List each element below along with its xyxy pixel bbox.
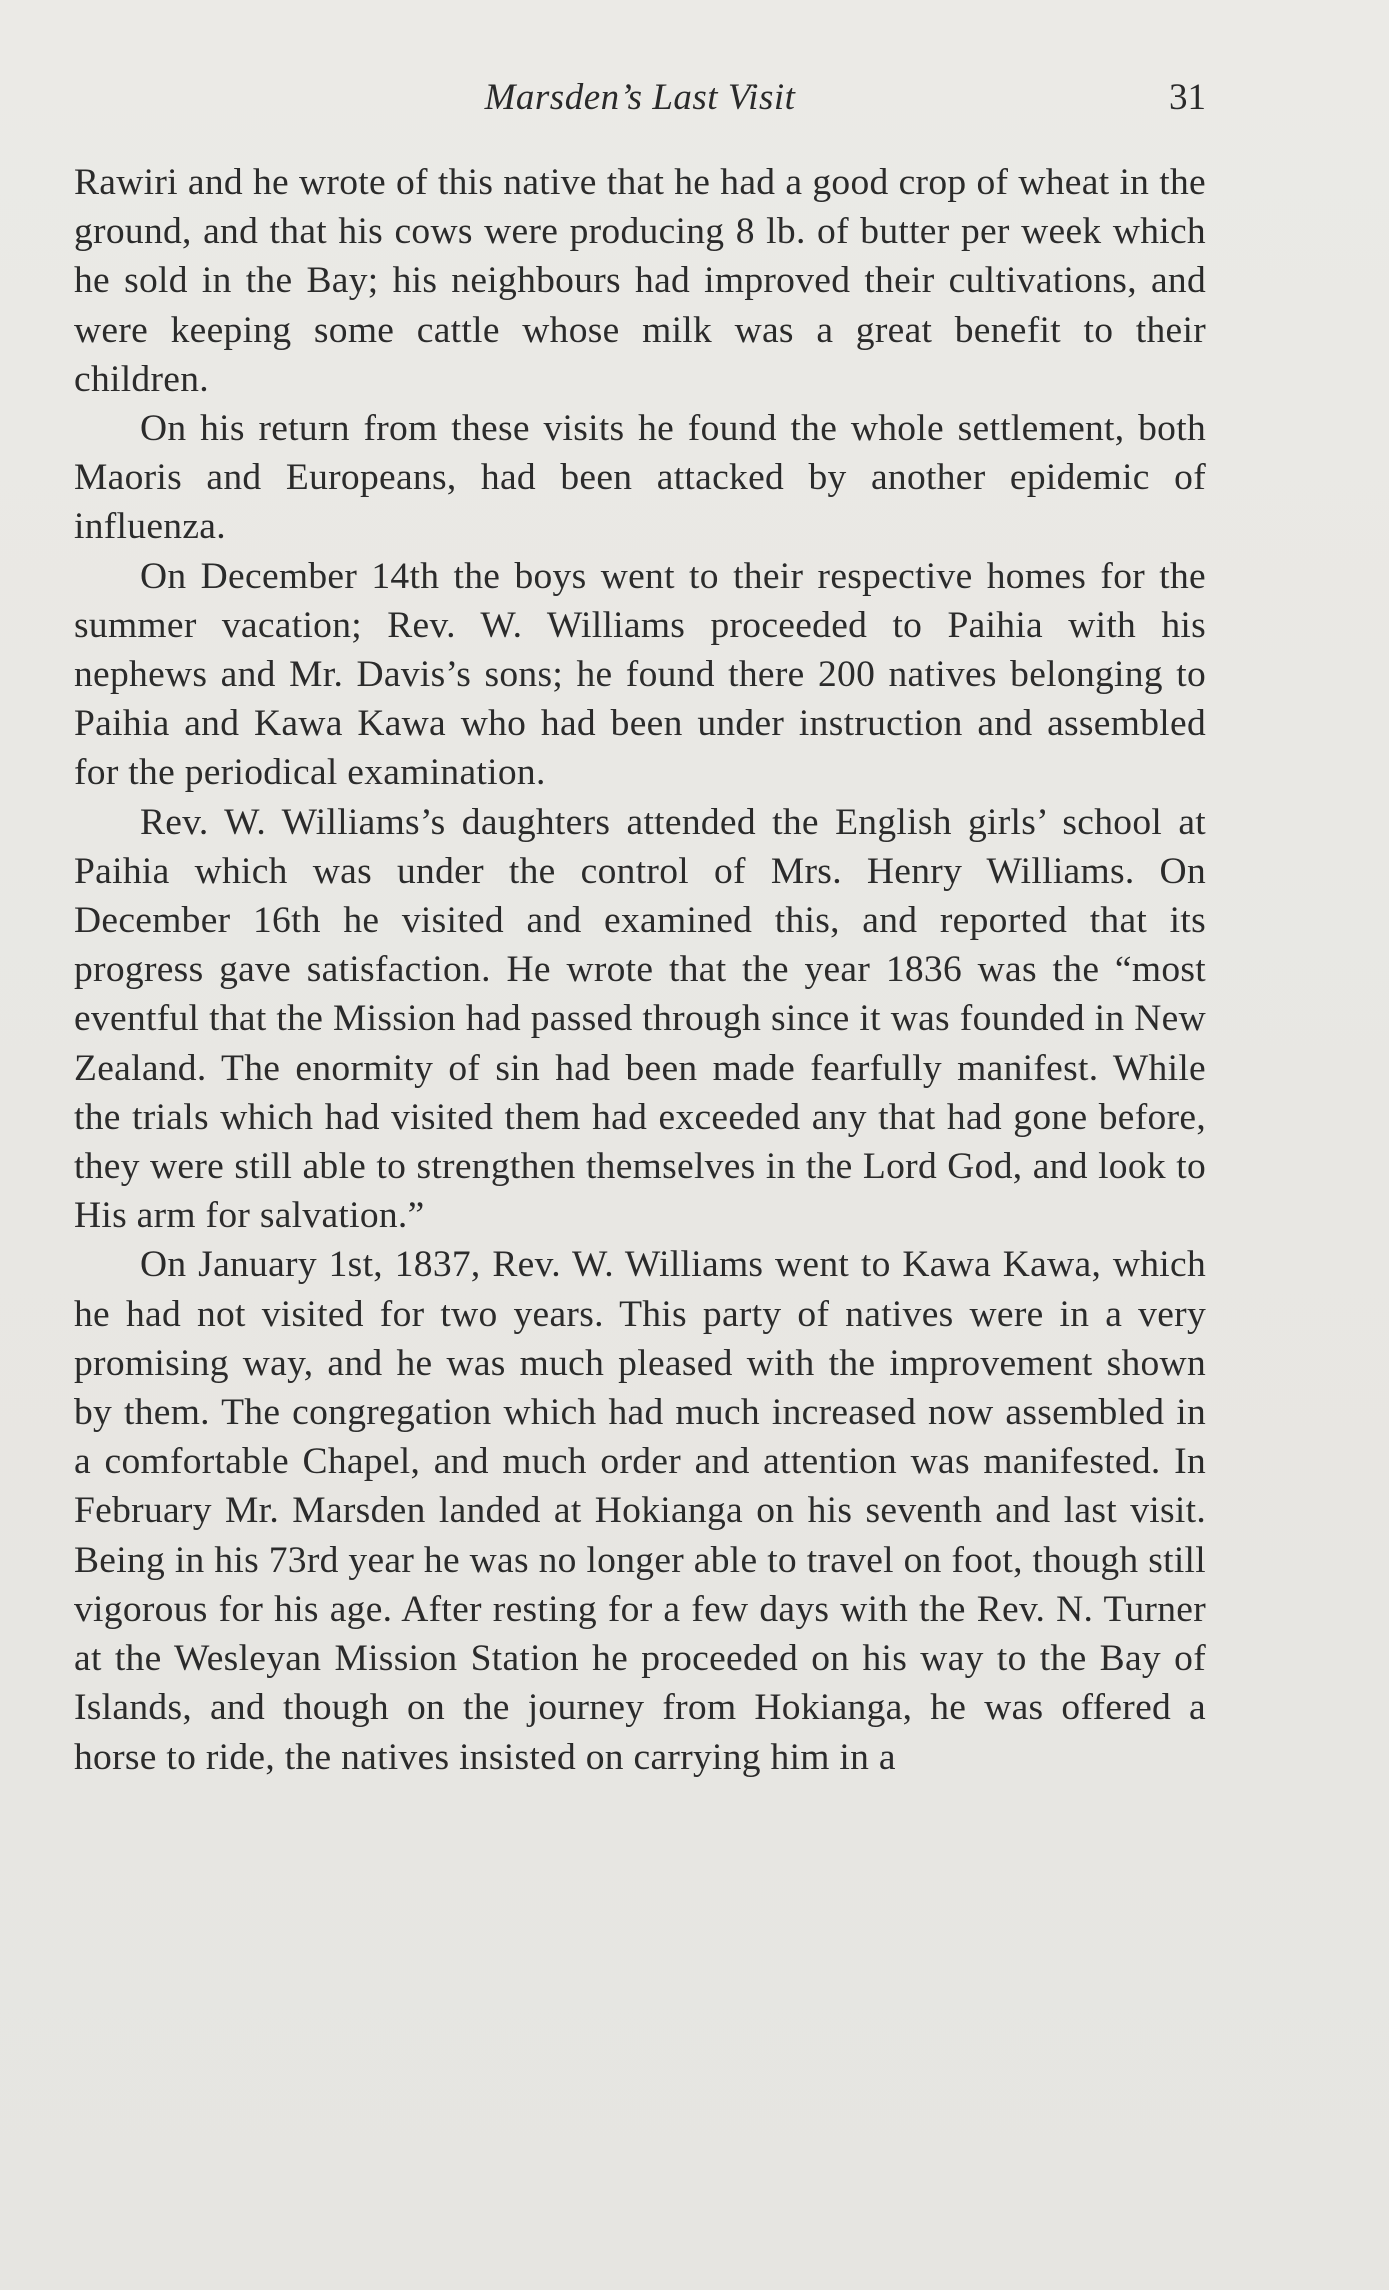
paragraph-2: On his return from these visits he found the whole settlement, both Maoris and Europeans, had been attacked by another epidemic of influenza. (74, 408, 1206, 548)
running-title: Marsden’s Last Visit (484, 77, 796, 118)
body-text (74, 158, 1206, 1782)
paragraph-1: Rawiri and he wrote of this native that he had a good crop of wheat in the ground, and that his cows were producing 8 lb. of butter per week which he sold in the Bay; his neighbours had improved their cultivations, and were keeping some cattle whose milk was a great benefit to their children. (74, 162, 1206, 400)
page-number: 31 (1169, 77, 1206, 118)
paragraph-4: Rev. W. Williams’s daughters attended the English girls’ school at Paihia which was under the control of Mrs. Henry Williams. On December 16th he visited and examined this, and reported that its progress gave satisfaction. He wrote that the year 1836 was the “most eventful that the Mission had passed through since it was founded in New Zealand. The enormity of sin had been made fearfully manifest. While the trials which had visited them had exceeded any that had gone before, they were still able to strengthen themselves in the Lord God, and look to His arm for salvation.” (74, 801, 1206, 1237)
paragraph-3: On December 14th the boys went to their respective homes for the summer vacation; Rev. W. Williams proceeded to Paihia with his nephews and Mr. Davis’s sons; he found there 200 natives belonging to Paihia and Kawa Kawa who had been under instruction and assembled for the periodical examination. (74, 555, 1206, 794)
paragraph-5: On January 1st, 1837, Rev. W. Williams went to Kawa Kawa, which he had not visited for two years. This party of natives were in a very promising way, and he was much pleased with the improvement shown by them. The congregation which had much increased now assembled in a comfortable Chapel, and much order and attention was manifested. In February Mr. Marsden landed at Hokianga on his seventh and last visit. Being in his 73rd year he was no longer able to travel on foot, though still vigorous for his age. After resting for a few days with the Rev. N. Turner at the Wesleyan Mission Station he proceeded on his way to the Bay of Islands, and though on the journey from Hokianga, he was offered a horse to ride, the natives insisted on carrying him in a (74, 1244, 1206, 1778)
running-head (74, 76, 1206, 136)
